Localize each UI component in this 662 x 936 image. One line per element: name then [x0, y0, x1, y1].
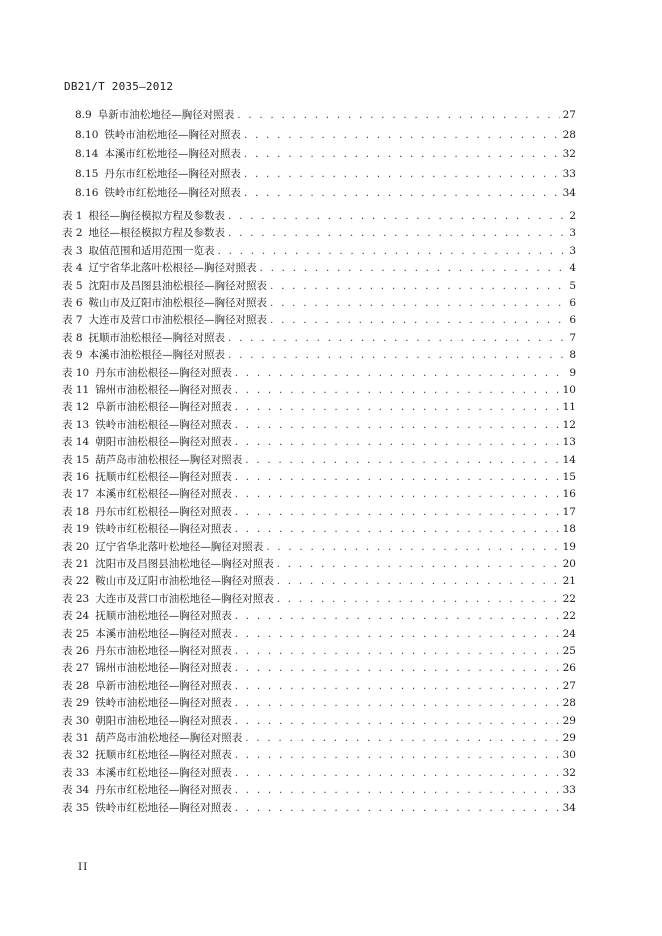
entry-number: 表 11	[62, 384, 90, 396]
entry-number: 表 32	[62, 749, 90, 762]
entry-page-number: 11	[562, 401, 576, 414]
entry-title: 抚顺市红松地径—胸径对照表	[95, 749, 232, 762]
entry-page-number: 12	[562, 418, 576, 431]
toc-table-entry[interactable]	[62, 487, 576, 501]
toc-table-entry[interactable]	[62, 661, 576, 675]
entry-page-number: 15	[562, 471, 576, 483]
entry-number: 表 27	[62, 662, 90, 675]
dot-leader	[235, 679, 560, 693]
entry-number: 表 1	[62, 210, 83, 222]
entry-page-number: 7	[569, 331, 576, 344]
entry-title: 抚顺市红松根径—胸径对照表	[95, 471, 232, 483]
entry-title: 阜新市油松地径—胸径对照表	[95, 679, 232, 692]
entry-number: 表 33	[62, 766, 90, 779]
entry-page-number: 33	[562, 167, 576, 180]
entry-page-number: 19	[562, 540, 576, 553]
entry-title: 本溪市油松根径—胸径对照表	[88, 349, 226, 362]
entry-number: 表 30	[62, 714, 90, 727]
entry-number: 表 21	[62, 558, 90, 570]
entry-title: 丹东市红松地径—胸径对照表	[104, 167, 241, 180]
toc-table-entry[interactable]	[62, 296, 576, 310]
toc-table-entry[interactable]	[62, 801, 576, 815]
entry-title: 根径—胸径模拟方程及参数表	[88, 210, 226, 222]
dot-leader	[228, 348, 566, 362]
entry-page-number: 33	[562, 784, 576, 797]
toc-table-entry[interactable]	[62, 400, 576, 414]
entry-page-number: 32	[562, 766, 576, 779]
entry-title: 本溪市红松地径—胸径对照表	[95, 766, 232, 779]
toc-table-entry[interactable]	[62, 244, 576, 258]
dot-leader	[277, 557, 560, 571]
dot-leader	[218, 244, 567, 258]
entry-title: 朝阳市油松根径—胸径对照表	[95, 436, 232, 449]
entry-number: 表 8	[62, 331, 83, 344]
toc-table-entry[interactable]	[62, 418, 576, 432]
toc-table-entry[interactable]	[62, 714, 576, 728]
toc-table-entry[interactable]	[62, 453, 576, 467]
entry-page-number: 4	[569, 262, 576, 275]
entry-page-number: 28	[562, 128, 576, 141]
dot-leader	[235, 522, 560, 536]
dot-leader	[277, 592, 560, 606]
entry-page-number: 6	[569, 314, 576, 327]
entry-number: 表 26	[62, 645, 90, 657]
entry-title: 丹东市红松地径—胸径对照表	[95, 784, 232, 797]
dot-leader	[270, 296, 566, 310]
entry-page-number: 16	[562, 488, 576, 501]
entry-title: 本溪市油松地径—胸径对照表	[95, 627, 232, 640]
toc-table-entry[interactable]	[62, 505, 576, 519]
toc-table-entry[interactable]	[62, 279, 576, 293]
toc-table-entry[interactable]	[62, 540, 576, 554]
dot-leader	[277, 574, 560, 588]
toc-section-entry[interactable]	[75, 186, 576, 200]
entry-title: 抚顺市油松地径—胸径对照表	[95, 610, 232, 623]
entry-number: 表 24	[62, 610, 90, 623]
dot-leader	[235, 609, 560, 623]
dot-leader	[266, 540, 559, 554]
dot-leader	[235, 644, 560, 658]
toc-section-entry[interactable]	[75, 167, 576, 181]
toc-table-entry[interactable]	[62, 470, 576, 484]
entry-page-number: 3	[569, 244, 576, 257]
entry-title: 葫芦岛市油松地径—胸径对照表	[95, 732, 243, 744]
dot-leader	[235, 661, 560, 675]
toc-table-entry[interactable]	[62, 557, 576, 571]
dot-leader	[244, 186, 560, 200]
entry-page-number: 26	[562, 662, 576, 675]
entry-page-number: 18	[562, 523, 576, 536]
entry-title: 锦州市油松根径—胸径对照表	[95, 384, 232, 396]
entry-number: 表 4	[62, 262, 83, 275]
dot-leader	[235, 696, 560, 710]
dot-leader	[245, 453, 559, 467]
entry-title: 朝阳市油松地径—胸径对照表	[95, 714, 232, 727]
entry-title: 丹东市油松根径—胸径对照表	[95, 366, 232, 379]
document-code-header: DB21/T 2035—2012	[64, 80, 174, 93]
dot-leader	[270, 313, 566, 327]
entry-number: 表 7	[62, 314, 83, 327]
entry-number: 表 20	[62, 540, 90, 553]
entry-title: 鞍山市及辽阳市油松根径—胸径对照表	[88, 297, 268, 309]
entry-number: 表 23	[62, 592, 90, 605]
entry-page-number: 2	[569, 210, 576, 222]
entry-number: 表 16	[62, 471, 90, 483]
entry-title: 抚顺市油松根径—胸径对照表	[88, 331, 226, 344]
entry-title: 丹东市红松根径—胸径对照表	[95, 505, 232, 518]
entry-number: 8.15	[75, 167, 99, 180]
entry-title: 取值范围和适用范围一览表	[88, 244, 215, 257]
toc-table-entry[interactable]	[62, 313, 576, 327]
toc-section-entry[interactable]	[75, 147, 576, 161]
dot-leader	[244, 167, 560, 181]
entry-page-number: 5	[569, 279, 576, 292]
entry-title: 阜新市油松根径—胸径对照表	[95, 401, 232, 414]
toc-table-entry[interactable]	[62, 261, 576, 275]
entry-title: 铁岭市油松地径—胸径对照表	[104, 128, 241, 141]
entry-page-number: 3	[569, 227, 576, 240]
entry-page-number: 27	[562, 109, 576, 121]
dot-leader	[270, 279, 566, 293]
toc-table-entry[interactable]	[62, 348, 576, 362]
entry-page-number: 22	[562, 610, 576, 623]
entry-title: 铁岭市红松地径—胸径对照表	[104, 187, 241, 199]
entry-page-number: 9	[569, 366, 576, 379]
entry-number: 表 9	[62, 349, 83, 362]
entry-title: 本溪市红松地径—胸径对照表	[104, 148, 241, 160]
entry-number: 表 3	[62, 244, 83, 257]
dot-leader	[235, 783, 560, 797]
dot-leader	[235, 418, 560, 432]
entry-title: 本溪市红松根径—胸径对照表	[95, 488, 232, 501]
entry-number: 表 12	[62, 401, 90, 414]
entry-number: 表 17	[62, 488, 90, 501]
entry-page-number: 22	[562, 592, 576, 605]
entry-title: 铁岭市红松根径—胸径对照表	[95, 523, 232, 536]
entry-page-number: 34	[562, 801, 576, 814]
entry-number: 表 14	[62, 436, 90, 449]
entry-page-number: 30	[562, 749, 576, 762]
toc-table-entry[interactable]	[62, 696, 576, 710]
dot-leader	[235, 801, 560, 815]
toc-section-entry[interactable]	[75, 128, 576, 142]
entry-page-number: 27	[562, 679, 576, 692]
dot-leader	[235, 748, 560, 762]
entry-page-number: 10	[562, 384, 576, 396]
entry-page-number: 21	[562, 575, 576, 588]
entry-number: 8.10	[75, 128, 99, 141]
dot-leader	[260, 261, 567, 275]
entry-title: 铁岭市油松根径—胸径对照表	[95, 418, 232, 431]
entry-number: 表 28	[62, 679, 90, 692]
entry-title: 大连市及营口市油松地径—胸径对照表	[95, 592, 274, 605]
toc-table-entry[interactable]	[62, 574, 576, 588]
dot-leader	[237, 108, 559, 122]
entry-number: 表 13	[62, 418, 90, 431]
dot-leader	[228, 331, 566, 345]
entry-title: 辽宁省华北落叶松地径—胸径对照表	[95, 540, 264, 553]
toc-table-entry[interactable]	[62, 783, 576, 797]
entry-number: 表 22	[62, 575, 90, 588]
entry-page-number: 6	[569, 297, 576, 309]
entry-number: 表 6	[62, 297, 83, 309]
entry-page-number: 32	[562, 148, 576, 160]
entry-number: 表 29	[62, 697, 90, 710]
entry-number: 表 31	[62, 732, 90, 744]
toc-table-entry[interactable]	[62, 644, 576, 658]
dot-leader	[235, 366, 567, 380]
entry-page-number: 13	[562, 436, 576, 449]
entry-title: 地径—根径模拟方程及参数表	[88, 227, 226, 240]
toc-table-entry[interactable]	[62, 331, 576, 345]
dot-leader	[235, 714, 560, 728]
entry-page-number: 34	[562, 187, 576, 199]
entry-title: 阜新市油松地径—胸径对照表	[97, 109, 235, 121]
entry-title: 铁岭市红松地径—胸径对照表	[95, 801, 232, 814]
entry-page-number: 24	[562, 627, 576, 640]
entry-number: 表 34	[62, 784, 90, 797]
entry-number: 表 35	[62, 801, 90, 814]
entry-title: 沈阳市及昌图县油松根径—胸径对照表	[88, 279, 268, 292]
toc-table-entry[interactable]	[62, 366, 576, 380]
entry-title: 葫芦岛市油松根径—胸径对照表	[95, 453, 243, 466]
entry-page-number: 14	[562, 453, 576, 466]
dot-leader	[235, 435, 560, 449]
toc-table-entry[interactable]	[62, 435, 576, 449]
dot-leader	[235, 383, 560, 397]
entry-page-number: 25	[562, 645, 576, 657]
toc-table-entry[interactable]	[62, 679, 576, 693]
toc-table-entry[interactable]	[62, 748, 576, 762]
toc-table-entry[interactable]	[62, 627, 576, 641]
dot-leader	[244, 128, 560, 142]
entry-title: 丹东市油松地径—胸径对照表	[95, 645, 232, 657]
toc-table-entry[interactable]	[62, 522, 576, 536]
entry-number: 表 18	[62, 505, 90, 518]
dot-leader	[235, 470, 560, 484]
dot-leader	[235, 766, 560, 780]
toc-table-entry[interactable]	[62, 766, 576, 780]
entry-title: 沈阳市及昌图县油松地径—胸径对照表	[95, 558, 274, 570]
entry-title: 大连市及营口市油松根径—胸径对照表	[88, 314, 268, 327]
toc-table-entry[interactable]	[62, 226, 576, 240]
toc-table-entry[interactable]	[62, 383, 576, 397]
entry-page-number: 29	[562, 714, 576, 727]
entry-page-number: 17	[562, 505, 576, 518]
toc-table-entry[interactable]	[62, 209, 576, 223]
dot-leader	[244, 147, 560, 161]
entry-number: 8.16	[75, 187, 99, 199]
entry-number: 8.9	[75, 109, 92, 121]
toc-section-entry[interactable]	[75, 108, 576, 122]
toc-table-entry[interactable]	[62, 592, 576, 606]
dot-leader	[228, 226, 566, 240]
entry-title: 鞍山市及辽阳市油松地径—胸径对照表	[95, 575, 274, 588]
dot-leader	[228, 209, 566, 223]
dot-leader	[245, 731, 559, 745]
dot-leader	[235, 627, 560, 641]
entry-title: 辽宁省华北落叶松根径—胸径对照表	[88, 262, 257, 275]
toc-table-entry[interactable]	[62, 609, 576, 623]
entry-page-number: 28	[562, 697, 576, 710]
dot-leader	[235, 400, 560, 414]
entry-page-number: 29	[562, 732, 576, 744]
entry-title: 铁岭市油松地径—胸径对照表	[95, 697, 232, 710]
entry-number: 8.14	[75, 148, 99, 160]
entry-number: 表 2	[62, 227, 83, 240]
entry-page-number: 8	[569, 349, 576, 362]
entry-number: 表 10	[62, 366, 90, 379]
toc-table-entry[interactable]	[62, 731, 576, 745]
entry-number: 表 25	[62, 627, 90, 640]
entry-number: 表 15	[62, 453, 90, 466]
entry-number: 表 5	[62, 279, 83, 292]
dot-leader	[235, 487, 560, 501]
entry-number: 表 19	[62, 523, 90, 536]
entry-title: 锦州市油松地径—胸径对照表	[95, 662, 232, 675]
dot-leader	[235, 505, 560, 519]
page-number-footer: II	[78, 861, 89, 873]
entry-page-number: 20	[562, 558, 576, 570]
